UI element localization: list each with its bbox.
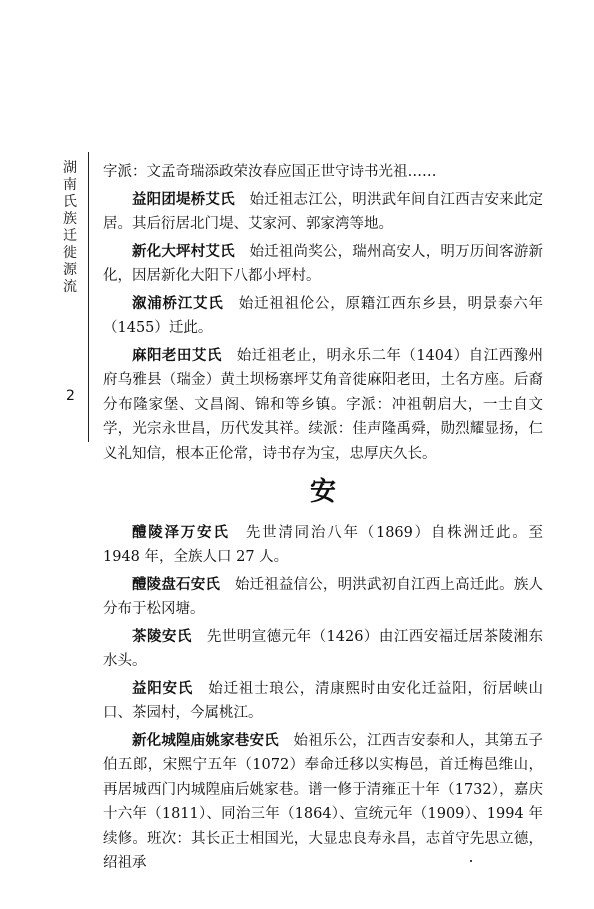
entry <box>103 240 543 289</box>
entry-name: 麻阳老田艾氏 <box>132 347 222 364</box>
entry-name: 益阳团堤桥艾氏 <box>132 191 235 208</box>
entry-name: 益阳安氏 <box>132 680 193 697</box>
entry-text: 始迁祖尚奖公，瑞州高安人，明万历间客游新化，因居新化大阳下八都小坪村。 <box>103 243 544 284</box>
page-body <box>103 160 543 876</box>
section-heading: 安 <box>309 477 336 507</box>
print-speck <box>470 860 472 862</box>
entry-text: 始迁祖士琅公，清康熙时由安化迁益阳，衍居峡山口、茶园村，今属桃江。 <box>103 680 543 721</box>
entry-name: 溆浦桥江艾氏 <box>132 295 224 312</box>
entry <box>103 729 543 876</box>
entry <box>103 677 543 726</box>
entry-name: 醴陵泽万安氏 <box>132 524 230 541</box>
entry <box>103 573 543 622</box>
running-head-title: 湖南氏族迁徙源流 <box>63 160 77 295</box>
entry-name: 醴陵盘石安氏 <box>132 576 221 593</box>
entry-text: 始迁祖老止，明永乐二年（1404）自江西豫州府乌雅县（瑞金）黄土坝杨寨坪艾角音徙麻阳老田，土名方座。后裔分布隆家堡、文昌阁、锦和等乡镇。字派：冲祖朝启大，一士自文学，光宗永世昌，历代发其祥。续派：佳声隆禹舜，勋烈耀显扬，仁义礼知信，根本正伦常，诗书存为宝，忠厚庆久长。 <box>103 347 544 462</box>
entry-text: 始祖乐公，江西吉安泰和人，其第五子伯五郎，宋熙宁五年（1072）奉命迁移以实梅邑，首迁梅邑维山，再居城西门内城隍庙后姚家巷。谱一修于清雍正十年（1732），嘉庆十六年（1811）、同治三年（1864）、宣统元年（1909）、1994 年续修。班次：其长正士相国光，大显忠良寿永昌，志首守先思立德，绍祖承 <box>103 732 544 871</box>
entry <box>103 344 543 467</box>
entry-text: 先世明宣德元年（1426）由江西安福迁居茶陵湘东水头。 <box>103 628 544 669</box>
entry-text: 始迁祖志江公，明洪武年间自江西吉安来此定居。其后衍居北门堤、艾家河、郭家湾等地。 <box>103 191 544 232</box>
entry <box>103 188 543 237</box>
entry-name: 新化大坪村艾氏 <box>132 243 235 260</box>
zipai-line: 字派：文孟奇瑞添政荣汝春应国正世守诗书光祖…… <box>103 164 437 180</box>
entry <box>103 625 543 674</box>
entry-text: 始迁祖益信公，明洪武初自江西上高迁此。族人分布于松冈塘。 <box>103 576 544 617</box>
entry-name: 茶陵安氏 <box>132 628 192 645</box>
entry <box>103 292 543 341</box>
entry-name: 新化城隍庙姚家巷安氏 <box>132 732 279 749</box>
margin-divider <box>88 152 89 442</box>
page-number: 2 <box>66 388 75 404</box>
entry-text: 始迁祖祖伦公，原籍江西东乡县，明景泰六年（1455）迁此。 <box>103 295 543 336</box>
entry <box>103 521 543 570</box>
entry-text: 先世清同治八年（1869）自株洲迁此。至 1948 年，全族人口 27 人。 <box>103 524 543 565</box>
